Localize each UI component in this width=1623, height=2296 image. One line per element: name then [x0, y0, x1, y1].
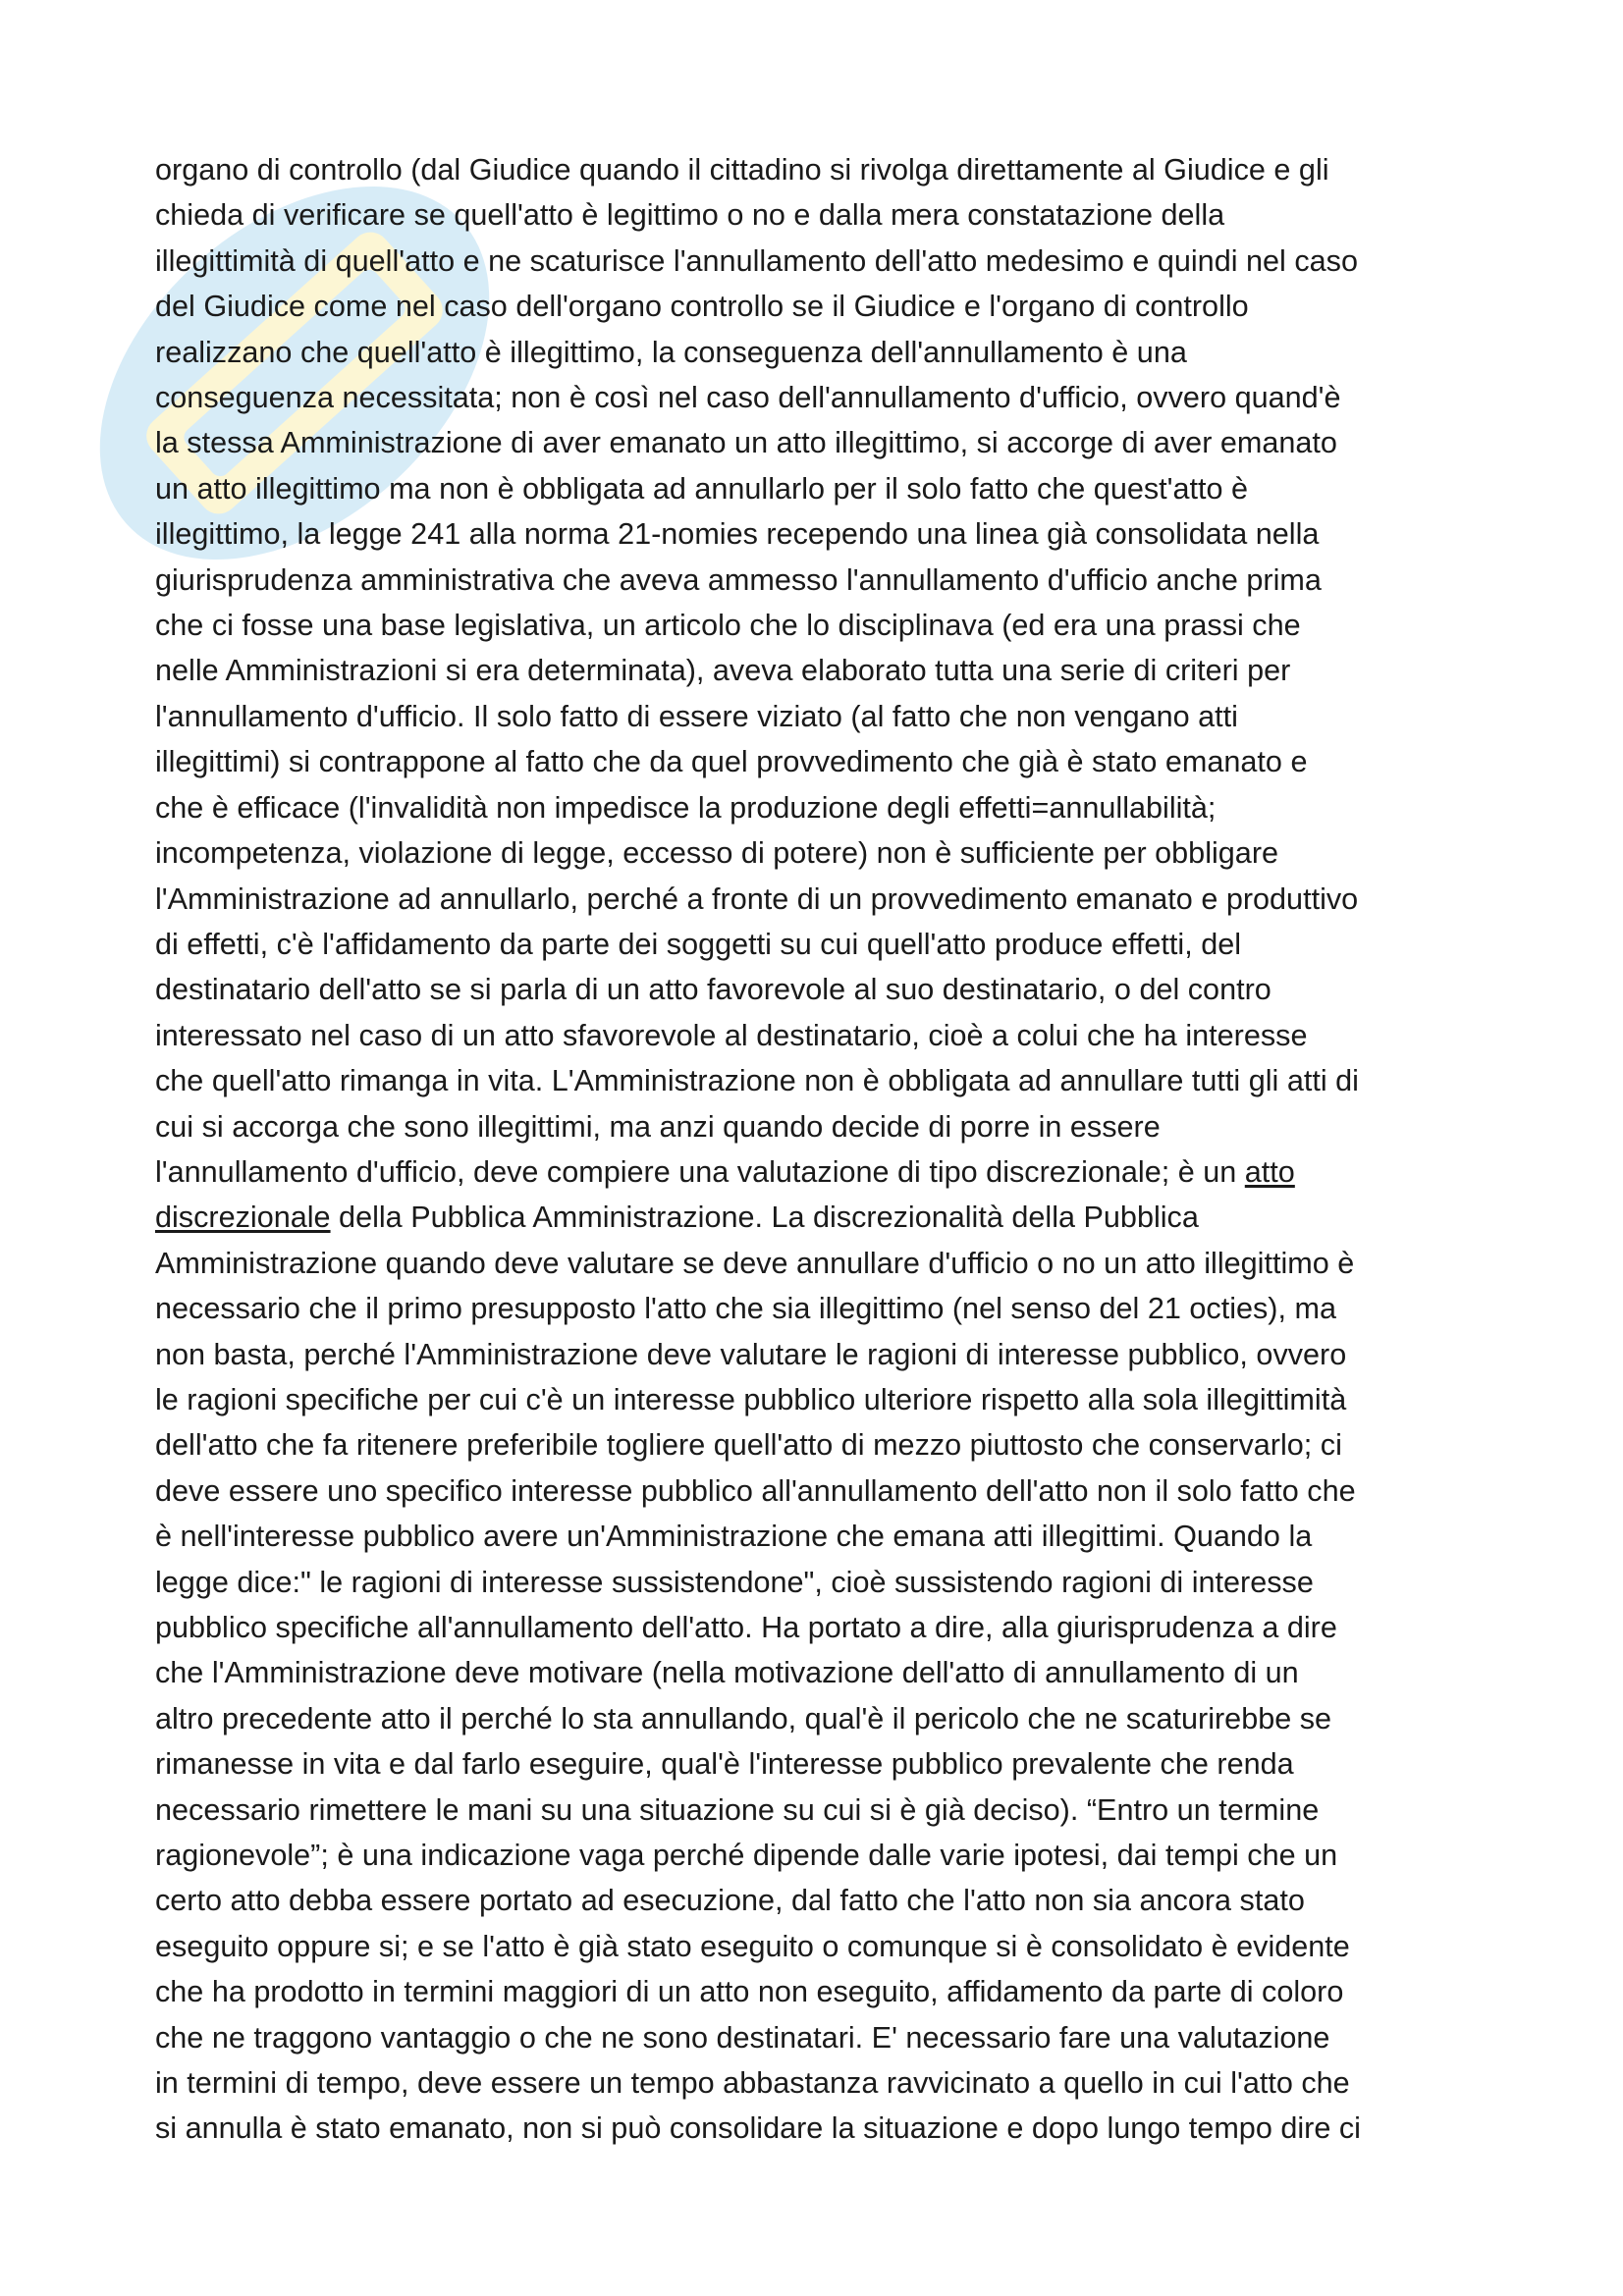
text-line: destinatario dell'atto se si parla di un atto favorevole al suo destinatario, o del contro: [155, 973, 1271, 1007]
text-line: l'Amministrazione ad annullarlo, perché a fronte di un provvedimento emanato e produttivo: [155, 881, 1359, 916]
text-line: del Giudice come nel caso dell'organo controllo se il Giudice e l'organo di controllo: [155, 290, 1249, 324]
text-line: necessario che il primo presupposto l'atto che sia illegittimo (nel senso del 21 octies), ma: [155, 1292, 1336, 1326]
text-line: che è efficace (l'invalidità non impedisce la produzione degli effetti=annullabilità;: [155, 790, 1217, 825]
text-line: non basta, perché l'Amministrazione deve valutare le ragioni di interesse pubblico, ovvero: [155, 1337, 1347, 1371]
text-line: nelle Amministrazioni si era determinata), aveva elaborato tutta una serie di criteri per: [155, 654, 1291, 688]
text-line: Amministrazione quando deve valutare se deve annullare d'ufficio o no un atto illegittimo è: [155, 1246, 1355, 1280]
text-line: si annulla è stato emanato, non si può consolidare la situazione e dopo lungo tempo dire ci: [155, 2111, 1361, 2146]
text-line: chieda di verificare se quell'atto è legittimo o no e dalla mera constatazione della: [155, 198, 1225, 233]
text-line: pubblico specifiche all'annullamento dell'atto. Ha portato a dire, alla giurisprudenza a dire: [155, 1611, 1337, 1644]
text-line: interessato nel caso di un atto sfavorevole al destinatario, cioè a colui che ha interesse: [155, 1018, 1308, 1052]
text-line: legge dice:" le ragioni di interesse sussistendone", cioè sussistendo ragioni di interesse: [155, 1565, 1314, 1599]
text-line: che ne traggono vantaggio o che ne sono destinatari. E' necessario fare una valutazione: [155, 2020, 1330, 2055]
text-line: certo atto debba essere portato ad esecuzione, dal fatto che l'atto non sia ancora stato: [155, 1884, 1305, 1918]
text-line: che ha prodotto in termini maggiori di un atto non eseguito, affidamento da parte di coloro: [155, 1975, 1344, 2009]
text-line: organo di controllo (dal Giudice quando il cittadino si rivolga direttamente al Giudice e gli: [155, 153, 1329, 187]
text-line: illegittimità di quell'atto e ne scaturisce l'annullamento dell'atto medesimo e quindi nel caso: [155, 243, 1358, 278]
text-line: deve essere uno specifico interesse pubblico all'annullamento dell'atto non il solo fatto che: [155, 1473, 1356, 1508]
text-line: l'annullamento d'ufficio. Il solo fatto di essere viziato (al fatto che non vengano atti: [155, 699, 1238, 733]
text-line: in termini di tempo, deve essere un tempo abbastanza ravvicinato a quello in cui l'atto che: [155, 2066, 1350, 2101]
atto-discrezionale-link-part2[interactable]: discrezionale: [155, 1201, 331, 1235]
text-line-with-link: [155, 1195, 1485, 1240]
text-line: rimanesse in vita e dal farlo eseguire, qual'è l'interesse pubblico prevalente che renda: [155, 1747, 1294, 1782]
text-line: di effetti, c'è l'affidamento da parte dei soggetti su cui quell'atto produce effetti, del: [155, 927, 1242, 961]
text-line: dell'atto che fa ritenere preferibile togliere quell'atto di mezzo piuttosto che conservarlo; ci: [155, 1428, 1342, 1463]
text-line: cui si accorga che sono illegittimi, ma anzi quando decide di porre in essere: [155, 1109, 1161, 1144]
text-line: è nell'interesse pubblico avere un'Amministrazione che emana atti illegittimi. Quando la: [155, 1520, 1313, 1554]
text-line: illegittimo, la legge 241 alla norma 21-nomies recependo una linea già consolidata nella: [155, 517, 1320, 552]
text-line: che ci fosse una base legislativa, un articolo che lo disciplinava (ed era una prassi che: [155, 609, 1301, 643]
text-fragment: della Pubblica Amministrazione. La discrezionalità della Pubblica: [330, 1201, 1199, 1235]
text-line: incompetenza, violazione di legge, eccesso di potere) non è sufficiente per obbligare: [155, 836, 1279, 871]
text-line: che quell'atto rimanga in vita. L'Amministrazione non è obbligata ad annullare tutti gli atti di: [155, 1064, 1359, 1098]
text-line: eseguito oppure si; e se l'atto è già stato eseguito o comunque si è consolidato è evidente: [155, 1929, 1350, 1963]
text-line-with-link: [155, 1149, 1485, 1195]
text-line: realizzano che quell'atto è illegittimo, la conseguenza dell'annullamento è una: [155, 335, 1187, 369]
text-fragment: l'annullamento d'ufficio, deve compiere una valutazione di tipo discrezionale; è un: [155, 1154, 1245, 1189]
text-line: le ragioni specifiche per cui c'è un interesse pubblico ulteriore rispetto alla sola illegittimità: [155, 1382, 1347, 1416]
text-line: ragionevole”; è una indicazione vaga perché dipende dalle varie ipotesi, dai tempi che un: [155, 1839, 1338, 1873]
text-line: un atto illegittimo ma non è obbligata ad annullarlo per il solo fatto che quest'atto è: [155, 471, 1249, 506]
text-line: altro precedente atto il perché lo sta annullando, qual'è il pericolo che ne scaturirebbe se: [155, 1701, 1332, 1735]
text-line: che l'Amministrazione deve motivare (nella motivazione dell'atto di annullamento di un: [155, 1656, 1299, 1690]
atto-discrezionale-link-part1[interactable]: atto: [1244, 1154, 1295, 1189]
text-line: la stessa Amministrazione di aver emanato un atto illegittimo, si accorge di aver emanato: [155, 426, 1337, 460]
text-line: giurisprudenza amministrativa che aveva ammesso l'annullamento d'ufficio anche prima: [155, 562, 1322, 597]
text-line: conseguenza necessitata; non è così nel caso dell'annullamento d'ufficio, ovvero quand'è: [155, 381, 1341, 415]
text-line: necessario rimettere le mani su una situazione su cui si è già deciso). “Entro un termine: [155, 1792, 1320, 1827]
document-body: [155, 147, 1485, 2152]
text-line: illegittimi) si contrappone al fatto che da quel provvedimento che già è stato emanato e: [155, 745, 1308, 779]
